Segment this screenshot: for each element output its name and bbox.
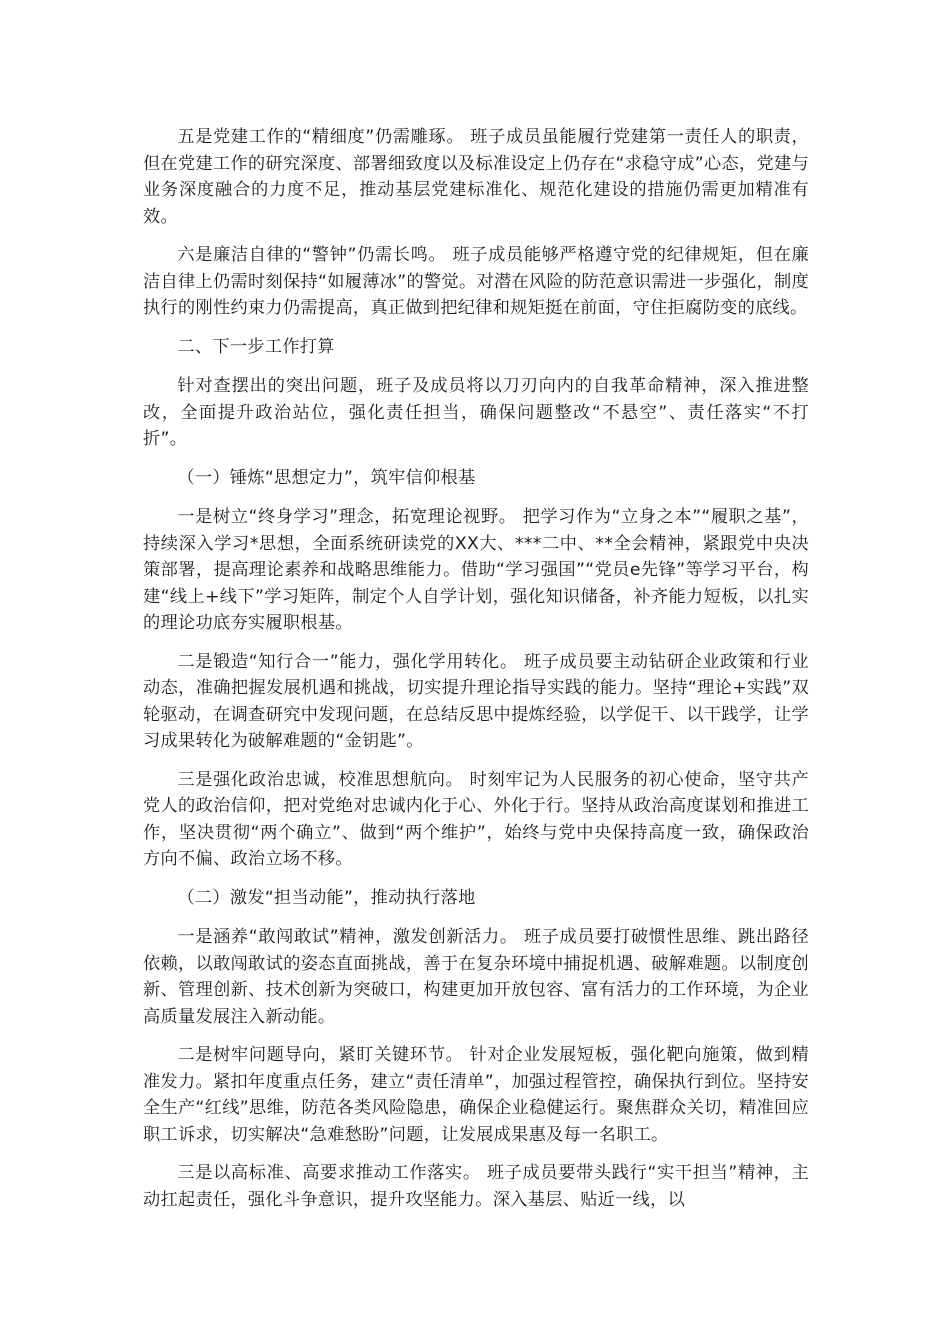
paragraph-rectification-intro: 针对查摆出的突出问题，班子及成员将以刀刃向内的自我革命精神，深入推进整改，全面提升政治站位，强化责任担当，确保问题整改“不悬空”、责任落实“不打折”。	[143, 376, 809, 449]
paragraph-lifelong-learning: 一是树立“终身学习”理念，拓宽理论视野。 把学习作为“立身之本”“履职之基”，持续深入学习*思想，全面系统研读党的XX大、***二中、**全会精神，紧跟党中央决策部署，提高理论素养和战略思维能力。借助“学习强国”“党员e先锋”等学习平台，构建“线上+线下”学习矩阵，制定个人自学计划，强化知识储备，补齐能力短板，以扎实的理论功底夯实履职根基。	[143, 507, 809, 633]
paragraph-high-standards: 三是以高标准、高要求推动工作落实。 班子成员要带头践行“实干担当”精神，主动扛起责任，强化斗争意识，提升攻坚能力。深入基层、贴近一线，以	[143, 1163, 809, 1210]
subheading-ideology: （一）锤炼“思想定力”，筑牢信仰根基	[177, 467, 476, 488]
paragraph-integrity: 六是廉洁自律的“警钟”仍需长鸣。 班子成员能够严格遵守党的纪律规矩，但在廉洁自律上仍需时刻保持“如履薄冰”的警觉。对潜在风险的防范意识需进一步强化，制度执行的刚性约束力仍需提高，真正做到把纪律和规矩挺在前面，守住拒腐防变的底线。	[143, 245, 809, 318]
paragraph-political-loyalty: 三是强化政治忠诚，校准思想航向。 时刻牢记为人民服务的初心使命，坚守共产党人的政治信仰，把对党绝对忠诚内化于心、外化于行。坚持从政治高度谋划和推进工作，坚决贯彻“两个确立”、做到“两个维护”，始终与党中央保持高度一致，确保政治方向不偏、政治立场不移。	[143, 769, 809, 869]
subheading-responsibility: （二）激发“担当动能”，推动执行落地	[177, 887, 476, 908]
paragraph-innovation: 一是涵养“敢闯敢试”精神，激发创新活力。 班子成员要打破惯性思维、跳出路径依赖，以敢闯敢试的姿态直面挑战，善于在复杂环境中捕捉机遇、破解难题。以制度创新、管理创新、技术创新为突破口，构建更加开放包容、富有活力的工作环境，为企业高质量发展注入新动能。	[143, 927, 809, 1027]
section-heading-next-steps: 二、下一步工作打算	[177, 336, 335, 357]
paragraph-knowledge-action: 二是锻造“知行合一”能力，强化学用转化。 班子成员要主动钻研企业政策和行业动态，准确把握发展机遇和挑战，切实提升理论指导实践的能力。坚持“理论+实践”双轮驱动，在调查研究中发现问题，在总结反思中提炼经验，以学促干、以干践学，让学习成果转化为破解难题的“金钥匙”。	[143, 651, 809, 751]
paragraph-problem-orientation: 二是树牢问题导向，紧盯关键环节。 针对企业发展短板，强化靶向施策，做到精准发力。紧扣年度重点任务，建立“责任清单”，加强过程管控，确保执行到位。坚持安全生产“红线”思维，防范各类风险隐患，确保企业稳健运行。聚焦群众关切，精准回应职工诉求，切实解决“急难愁盼”问题，让发展成果惠及每一名职工。	[143, 1045, 809, 1145]
paragraph-party-building: 五是党建工作的“精细度”仍需雕琢。 班子成员虽能履行党建第一责任人的职责，但在党建工作的研究深度、部署细致度以及标准设定上仍存在“求稳守成”心态，党建与业务深度融合的力度不足，推动基层党建标准化、规范化建设的措施仍需更加精准有效。	[143, 127, 809, 227]
document-page	[143, 124, 809, 1225]
